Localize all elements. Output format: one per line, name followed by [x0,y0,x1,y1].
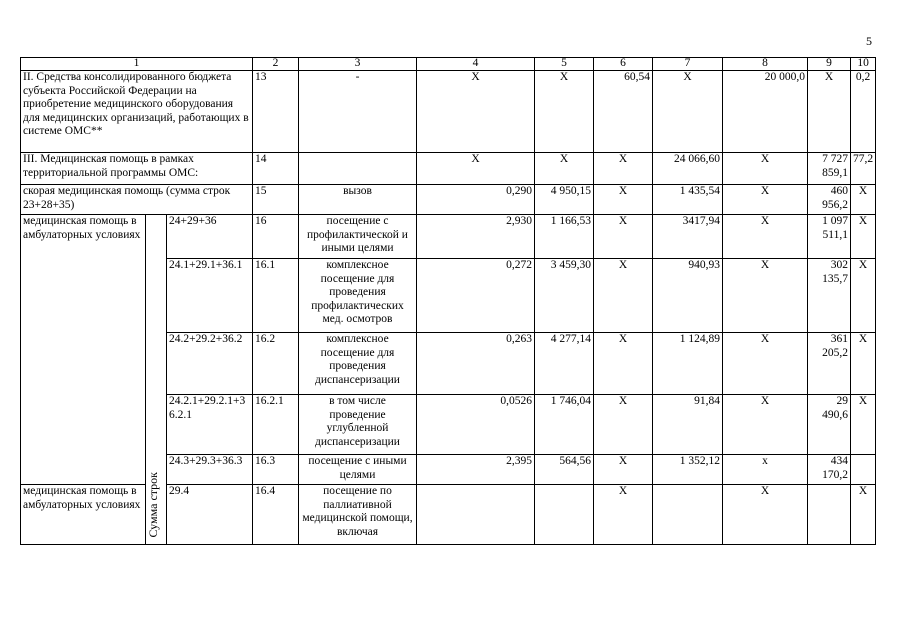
cell: X [594,185,653,215]
cell: 4 277,14 [535,333,594,395]
header-cell: 2 [253,58,299,71]
header-cell: 4 [417,58,535,71]
sum-cell: 24.2+29.2+36.2 [167,333,253,395]
row-name: медицинская помощь в амбулаторных условиях [21,215,146,485]
cell: X [808,71,851,153]
page-number: 5 [866,34,872,48]
cell: X [851,395,876,455]
cell: 0,290 [417,185,535,215]
cell: 0,263 [417,333,535,395]
cell: X [594,153,653,185]
cell [851,455,876,485]
sum-cell: 24.3+29.3+36.3 [167,455,253,485]
line-number: 16 [253,215,299,259]
cell [808,485,851,545]
cell: 29 490,6 [808,395,851,455]
unit-cell: в том числе проведение углубленной диспансеризации [299,395,417,455]
cell: 1 746,04 [535,395,594,455]
cell: 7 727 859,1 [808,153,851,185]
header-cell: 5 [535,58,594,71]
sum-cell: 24+29+36 [167,215,253,259]
cell: X [594,333,653,395]
row-name: скорая медицинская помощь (сумма строк 23+28+35) [21,185,253,215]
line-number: 16.4 [253,485,299,545]
cell: 1 097 511,1 [808,215,851,259]
cell: X [594,485,653,545]
cell: 1 352,12 [653,455,723,485]
unit-cell: вызов [299,185,417,215]
cell: 1 435,54 [653,185,723,215]
cell: 460 956,2 [808,185,851,215]
unit-cell: посещение с иными целями [299,455,417,485]
header-cell: 10 [851,58,876,71]
cell: X [851,485,876,545]
cell: 0,272 [417,259,535,333]
line-number: 13 [253,71,299,153]
cell: X [594,455,653,485]
cell [417,485,535,545]
cell: X [851,215,876,259]
sum-cell: 24.1+29.1+36.1 [167,259,253,333]
header-row [21,58,876,71]
cell: 0,0526 [417,395,535,455]
cell: X [417,153,535,185]
cell: 940,93 [653,259,723,333]
cell: 4 950,15 [535,185,594,215]
cell: X [594,395,653,455]
sum-cell: 24.2.1+29.2.1+36.2.1 [167,395,253,455]
header-cell: 8 [723,58,808,71]
cell: 3417,94 [653,215,723,259]
cell: 77,2 [851,153,876,185]
cell: 2,930 [417,215,535,259]
row-name: III. Медицинская помощь в рамках территориальной программы ОМС: [21,153,253,185]
cell: 361 205,2 [808,333,851,395]
cell: 91,84 [653,395,723,455]
table-row [21,153,876,185]
cell: X [723,215,808,259]
line-number: 16.2 [253,333,299,395]
cell: 20 000,0 [723,71,808,153]
cell: X [723,333,808,395]
cell: X [723,185,808,215]
cell: 302 135,7 [808,259,851,333]
header-cell: 9 [808,58,851,71]
cell: 1 124,89 [653,333,723,395]
header-cell: 6 [594,58,653,71]
unit-cell: посещение по паллиативной медицинской помощи, включая [299,485,417,545]
line-number: 16.2.1 [253,395,299,455]
cell: 3 459,30 [535,259,594,333]
cell: 0,2 [851,71,876,153]
unit-cell: посещение с профилактической и иными целями [299,215,417,259]
table-row [21,71,876,153]
cell: x [723,455,808,485]
unit-cell [299,153,417,185]
cell: X [535,71,594,153]
row-name: II. Средства консолидированного бюджета субъекта Российской Федерации на приобретение медицинского оборудования для медицинских организаций, работающих в системе ОМС** [21,71,253,153]
vertical-sum-label: Сумма строк [146,215,167,545]
row-name: медицинская помощь в амбулаторных условиях [21,485,146,545]
cell: X [594,259,653,333]
table-row [21,185,876,215]
cell [653,485,723,545]
unit-cell: комплексное посещение для проведения профилактических мед. осмотров [299,259,417,333]
financing-table [20,57,876,545]
cell: X [594,215,653,259]
line-number: 16.1 [253,259,299,333]
cell: 434 170,2 [808,455,851,485]
cell: 564,56 [535,455,594,485]
cell: 2,395 [417,455,535,485]
cell: 24 066,60 [653,153,723,185]
header-cell: 3 [299,58,417,71]
line-number: 14 [253,153,299,185]
cell [535,485,594,545]
line-number: 15 [253,185,299,215]
table-row [21,215,876,259]
sum-cell: 29.4 [167,485,253,545]
unit-cell: комплексное посещение для проведения диспансеризации [299,333,417,395]
unit-cell: - [299,71,417,153]
cell: X [723,259,808,333]
cell: X [723,153,808,185]
cell: 1 166,53 [535,215,594,259]
cell: X [851,333,876,395]
header-cell: 7 [653,58,723,71]
header-cell: 1 [21,58,253,71]
cell: X [851,259,876,333]
cell: X [723,485,808,545]
cell: X [653,71,723,153]
cell: 60,54 [594,71,653,153]
cell: X [535,153,594,185]
cell: X [417,71,535,153]
cell: X [723,395,808,455]
line-number: 16.3 [253,455,299,485]
cell: X [851,185,876,215]
